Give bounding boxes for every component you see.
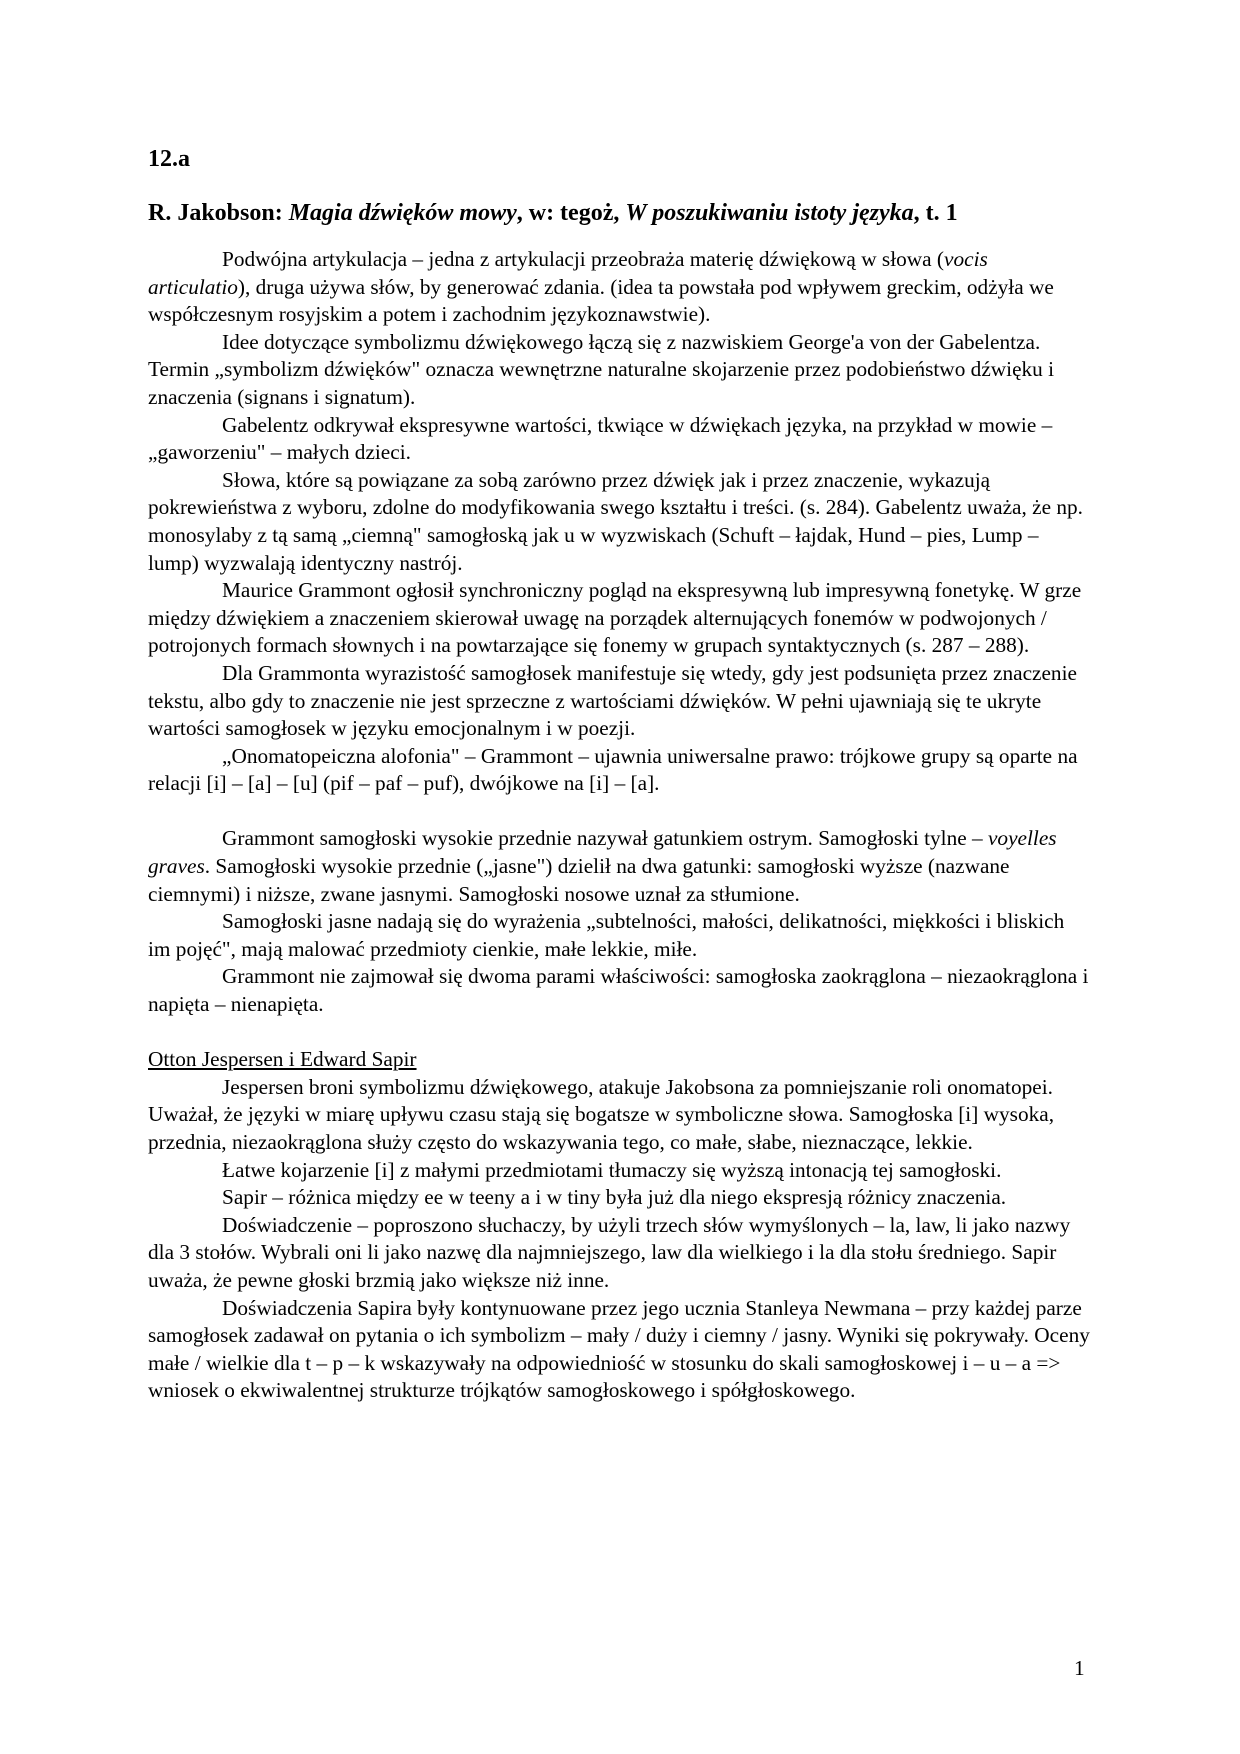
document-body	[148, 144, 1092, 1405]
paragraph-text: . Samogłoski wysokie przednie („jasne") dzielił na dwa gatunki: samogłoski wyższe (nazwane ciemnymi) i niższe, zwane jasnymi. Samogłoski nosowe uznał za stłumione.	[148, 854, 1010, 906]
paragraph-italic: voyelles graves	[148, 826, 1057, 879]
paragraph-text: ), druga używa słów, by generować zdania. (idea ta powstała pod wpływem greckim, odżyła we współczesnym rosyjskim a potem i zachodnim językoznawstwie).	[148, 274, 1054, 327]
title-author: R. Jakobson:	[148, 200, 289, 226]
paragraph: Grammont nie zajmował się dwoma parami właściwości: samogłoska zaokrąglona – niezaokrąglona i napięta – nienapięta.	[148, 964, 1089, 1017]
paragraph: Jespersen broni symbolizmu dźwiękowego, atakuje Jakobsona za pomniejszanie roli onomatopei. Uważał, że języki w miarę upływu czasu stają się bogatsze w symboliczne słowa. Samogłoska [i] wysoka, przednia, niezaokrąglona służy często do wskazywania tego, co małe, słabe, nieznaczące, lekkie.	[148, 1074, 1055, 1154]
paragraph: Dla Grammonta wyrazistość samogłosek manifestuje się wtedy, gdy jest podsunięta przez znaczenie tekstu, albo gdy to znaczenie nie jest sprzeczne z wartościami dźwięków. W pełni ujawniają się te ukryte wartości samogłosek w języku emocjonalnym i w poezji.	[148, 660, 1077, 741]
paragraph: Samogłoski jasne nadają się do wyrażenia „subtelności, małości, delikatności, miękkości i bliskich im pojęć", mają malować przedmioty cienkie, małe lekkie, miłe.	[148, 909, 1065, 961]
title-separator: , w: tegoż,	[516, 200, 626, 226]
paragraph: „Onomatopeiczna alofonia" – Grammont – ujawnia uniwersalne prawo: trójkowe grupy są oparte na relacji [i] – [a] – [u] (pif – paf – puf), dwójkowe na [i] – [a].	[148, 743, 1078, 796]
title-collection: W poszukiwaniu istoty języka	[625, 200, 914, 226]
paragraph: Doświadczenia Sapira były kontynuowane przez jego ucznia Stanleya Newmana – przy każdej parze samogłosek zadawał on pytania o ich symbolizm – mały / duży i ciemny / jasny. Wyniki się pokrywały. Oceny małe / wielkie dla t – p – k wskazywały na odpowiedniość w stosunku do skali samogłoskowej i – u – a => wniosek o ekwiwalentnej strukturze trójkątów samogłoskowego i spółgłoskowego.	[148, 1295, 1090, 1403]
paragraph	[148, 246, 1092, 329]
paragraph: Maurice Grammont ogłosił synchroniczny pogląd na ekspresywną lub impresywną fonetykę. W grze między dźwiękiem a znaczeniem skierował uwagę na porządek alternujących fonemów w podwojonych / potrojonych formach słownych i na powtarzające się fonemy w grupach syntaktycznych (s. 287 – 288).	[148, 578, 1082, 658]
paragraph: Doświadczenie – poproszono słuchaczy, by użyli trzech słów wymyślonych – la, law, li jako nazwy dla 3 stołów. Wybrali oni li jako nazwę dla najmniejszego, law dla wielkiego i la dla stołu średniego. Sapir uważa, że pewne głoski brzmią jako większe niż inne.	[148, 1212, 1071, 1292]
subheading: Otton Jespersen i Edward Sapir	[148, 1047, 417, 1072]
paragraph: Sapir – różnica między ee w teeny a i w tiny była już dla niego ekspresją różnicy znaczenia.	[222, 1185, 1007, 1210]
paragraph: Idee dotyczące symbolizmu dźwiękowego łączą się z nazwiskiem George'a von der Gabelentza. Termin „symbolizm dźwięków" oznacza wewnętrzne naturalne skojarzenie przez podobieństwo dźwięku i znaczenia (signans i signatum).	[148, 329, 1055, 409]
title-work: Magia dźwięków mowy	[288, 200, 517, 226]
page-number: 1	[1074, 1656, 1085, 1680]
paragraph: Łatwe kojarzenie [i] z małymi przedmiotami tłumaczy się wyższą intonacją tej samogłoski.	[222, 1157, 1002, 1182]
paragraph-text: Grammont samogłoski wysokie przednie nazywał gatunkiem ostrym. Samogłoski tylne –	[222, 826, 988, 851]
title-volume: , t. 1	[913, 200, 958, 226]
paragraph: Gabelentz odkrywał ekspresywne wartości, tkwiące w dźwiękach języka, na przykład w mowie – „gaworzeniu" – małych dzieci.	[148, 412, 1053, 465]
paragraph-italic: vocis articulatio	[148, 247, 988, 299]
paragraph: Słowa, które są powiązane za sobą zarówno przez dźwięk jak i przez znaczenie, wykazują pokrewieństwa z wyboru, zdolne do modyfikowania swego kształtu i treści. (s. 284). Gabelentz uważa, że np. monosylaby z tą samą „ciemną" samogłoską jak u w wyzwiskach (Schuft – łajdak, Hund – pies, Lump – lump) wyzwalają identyczny nastrój.	[148, 467, 1084, 575]
paragraph	[148, 825, 1092, 908]
blank-line	[148, 1019, 1092, 1047]
paragraph-text: Podwójna artykulacja – jedna z artykulacji przeobraża materię dźwiękową w słowa (	[222, 247, 945, 271]
document-title	[148, 198, 1092, 228]
blank-line	[148, 798, 1092, 826]
section-number: 12.a	[148, 146, 190, 172]
